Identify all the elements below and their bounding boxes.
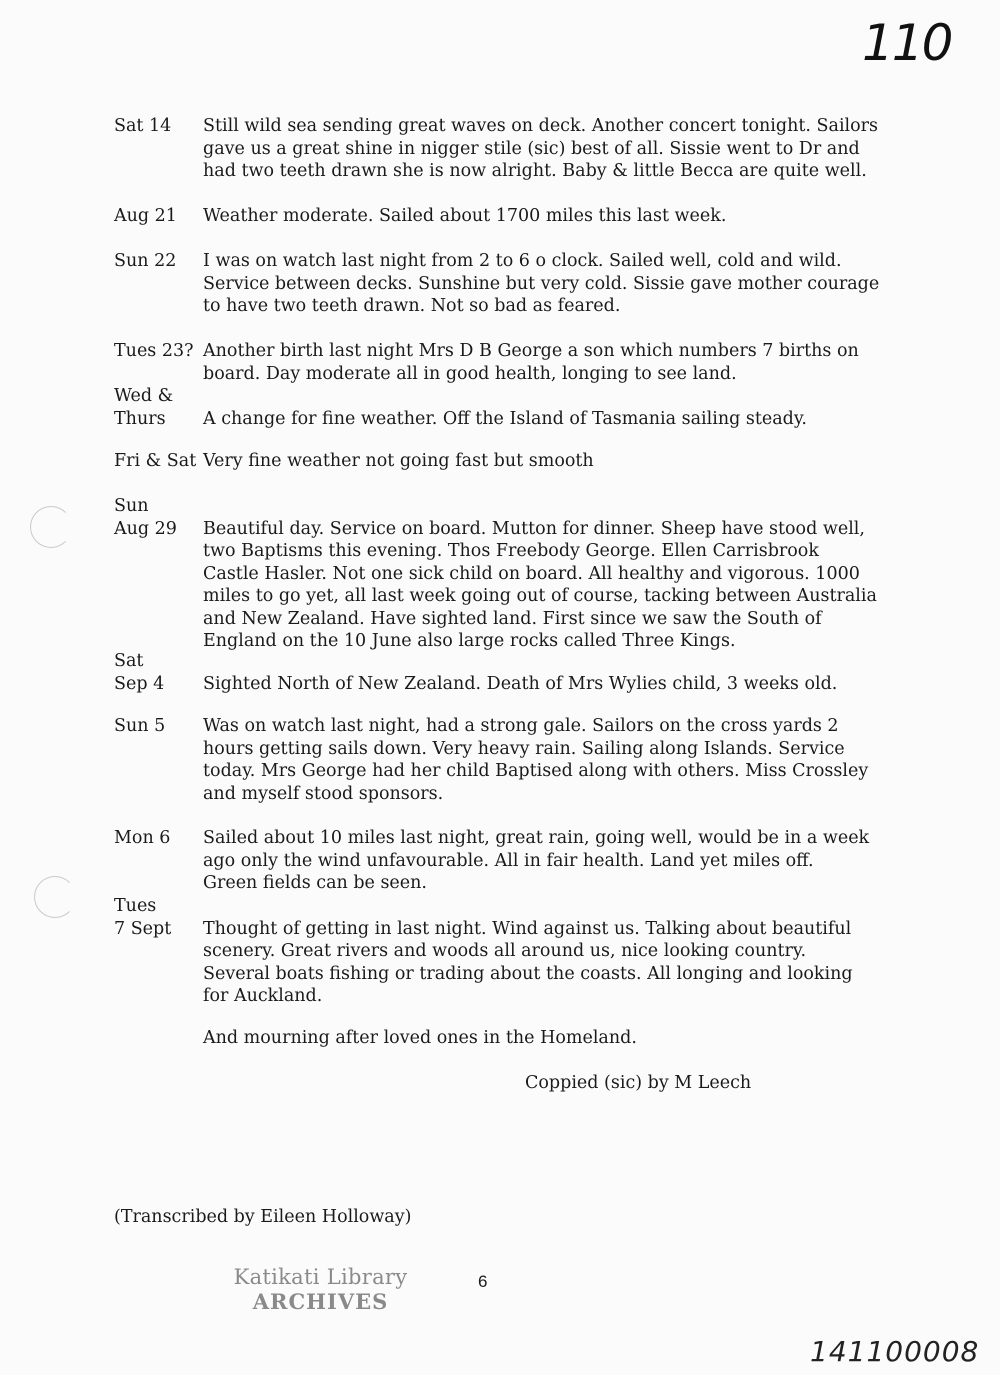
entry-text-line: Beautiful day. Service on board. Mutton for dinner. Sheep have stood well, — [203, 518, 865, 539]
entry-date: Tues 7 Sept — [114, 896, 172, 939]
entry-text-line: Castle Hasler. Not one sick child on board. All healthy and vigorous. 1000 — [203, 563, 860, 584]
entry-text-line: England on the 10 June also large rocks called Three Kings. — [203, 631, 736, 651]
stamp-line-library: Katikati Library — [233, 1265, 408, 1289]
entry-text-line: had two teeth drawn she is now alright. Baby & little Becca are quite well. — [203, 161, 867, 181]
entry-text-line: Sailed about 10 miles last night, great rain, going well, would be in a week — [203, 828, 870, 848]
entry-date: Sun Aug 29 — [114, 496, 177, 539]
stamp-line-archives: ARCHIVES — [252, 1289, 389, 1314]
entry-date: Sun 22 — [114, 251, 177, 271]
entry-text-line: Sighted North of New Zealand. Death of Mrs Wylies child, 3 weeks old. — [203, 673, 838, 694]
entry-text-line: Was on watch last night, had a strong gale. Sailors on the cross yards 2 — [203, 716, 839, 736]
library-archive-stamp — [228, 1265, 413, 1314]
entry-text-line: Weather moderate. Sailed about 1700 miles this last week. — [203, 206, 727, 226]
entry-date: Tues 23? — [114, 341, 194, 361]
entry-text — [203, 205, 883, 228]
entry-text-line: A change for fine weather. Off the Island of Tasmania sailing steady. — [203, 408, 807, 429]
entry-date: Sat Sep 4 — [114, 651, 165, 694]
footer-page-number: 6 — [478, 1272, 488, 1291]
entry-text-line: to have two teeth drawn. Not so bad as feared. — [203, 296, 621, 316]
entry-text — [203, 340, 883, 385]
entry-text — [203, 495, 883, 653]
archive-reference-number: 141100008 — [810, 1335, 980, 1368]
entry-text — [203, 115, 883, 183]
punch-hole-mark — [30, 506, 72, 548]
entry-text-line: hours getting sails down. Very heavy rain. Sailing along Islands. Service — [203, 738, 845, 759]
entry-text-line: gave us a great shine in nigger stile (sic) best of all. Sissie went to Dr and — [203, 138, 860, 159]
entry-date: Aug 21 — [114, 206, 177, 226]
entry-date: Fri & Sat — [114, 451, 197, 471]
entry-text — [203, 827, 883, 895]
entry-text-line — [203, 895, 883, 918]
entry-text-line: and New Zealand. Have sighted land. First since we saw the South of — [203, 608, 822, 629]
entry-text-line: Still wild sea sending great waves on deck. Another concert tonight. Sailors — [203, 116, 879, 136]
closing-line: And mourning after loved ones in the Homeland. — [203, 1028, 637, 1048]
entry-text-line: scenery. Great rivers and woods all around us, nice looking country. — [203, 941, 807, 961]
signature-line: Coppied (sic) by M Leech — [525, 1073, 752, 1093]
entry-text-line: and myself stood sponsors. — [203, 783, 444, 804]
entry-text-line: Several boats fishing or trading about the coasts. All longing and looking — [203, 963, 853, 984]
entry-text-line: board. Day moderate all in good health, longing to see land. — [203, 363, 737, 384]
entry-text-line — [203, 495, 883, 518]
entry-text-line: Another birth last night Mrs D B George a son which numbers 7 births on — [203, 341, 859, 361]
entry-date: Sun 5 — [114, 716, 166, 736]
entry-text-line: I was on watch last night from 2 to 6 o clock. Sailed well, cold and wild. — [203, 251, 842, 271]
punch-hole-mark — [34, 876, 76, 918]
entry-text — [203, 895, 883, 1008]
transcriber-note: (Transcribed by Eileen Holloway) — [114, 1207, 412, 1227]
entry-text-line: today. Mrs George had her child Baptised along with others. Miss Crossley — [203, 761, 869, 781]
entry-text-line: ago only the wind unfavourable. All in fair health. Land yet miles off. — [203, 850, 814, 871]
entry-date: Wed & Thurs — [114, 386, 174, 429]
entry-text-line: Thought of getting in last night. Wind against us. Talking about beautiful — [203, 918, 852, 939]
entry-text — [203, 650, 883, 695]
entry-text-line: Service between decks. Sunshine but very cold. Sissie gave mother courage — [203, 273, 880, 294]
entry-text — [203, 250, 883, 318]
entry-text — [203, 450, 883, 473]
entry-text-line: Very fine weather not going fast but smooth — [203, 451, 594, 471]
entry-date: Sat 14 — [114, 116, 172, 136]
entry-date: Mon 6 — [114, 828, 171, 848]
entry-text-line — [203, 385, 883, 408]
entry-text-line — [203, 650, 883, 673]
entry-text — [203, 385, 883, 430]
entry-text-line: two Baptisms this evening. Thos Freebody George. Ellen Carrisbrook — [203, 541, 819, 561]
entry-text-line: miles to go yet, all last week going out of course, tacking between Australia — [203, 586, 877, 606]
entry-text — [203, 715, 883, 805]
handwritten-page-number: 110 — [862, 14, 952, 72]
entry-text-line: Green fields can be seen. — [203, 873, 427, 893]
entry-text-line: for Auckland. — [203, 986, 323, 1006]
